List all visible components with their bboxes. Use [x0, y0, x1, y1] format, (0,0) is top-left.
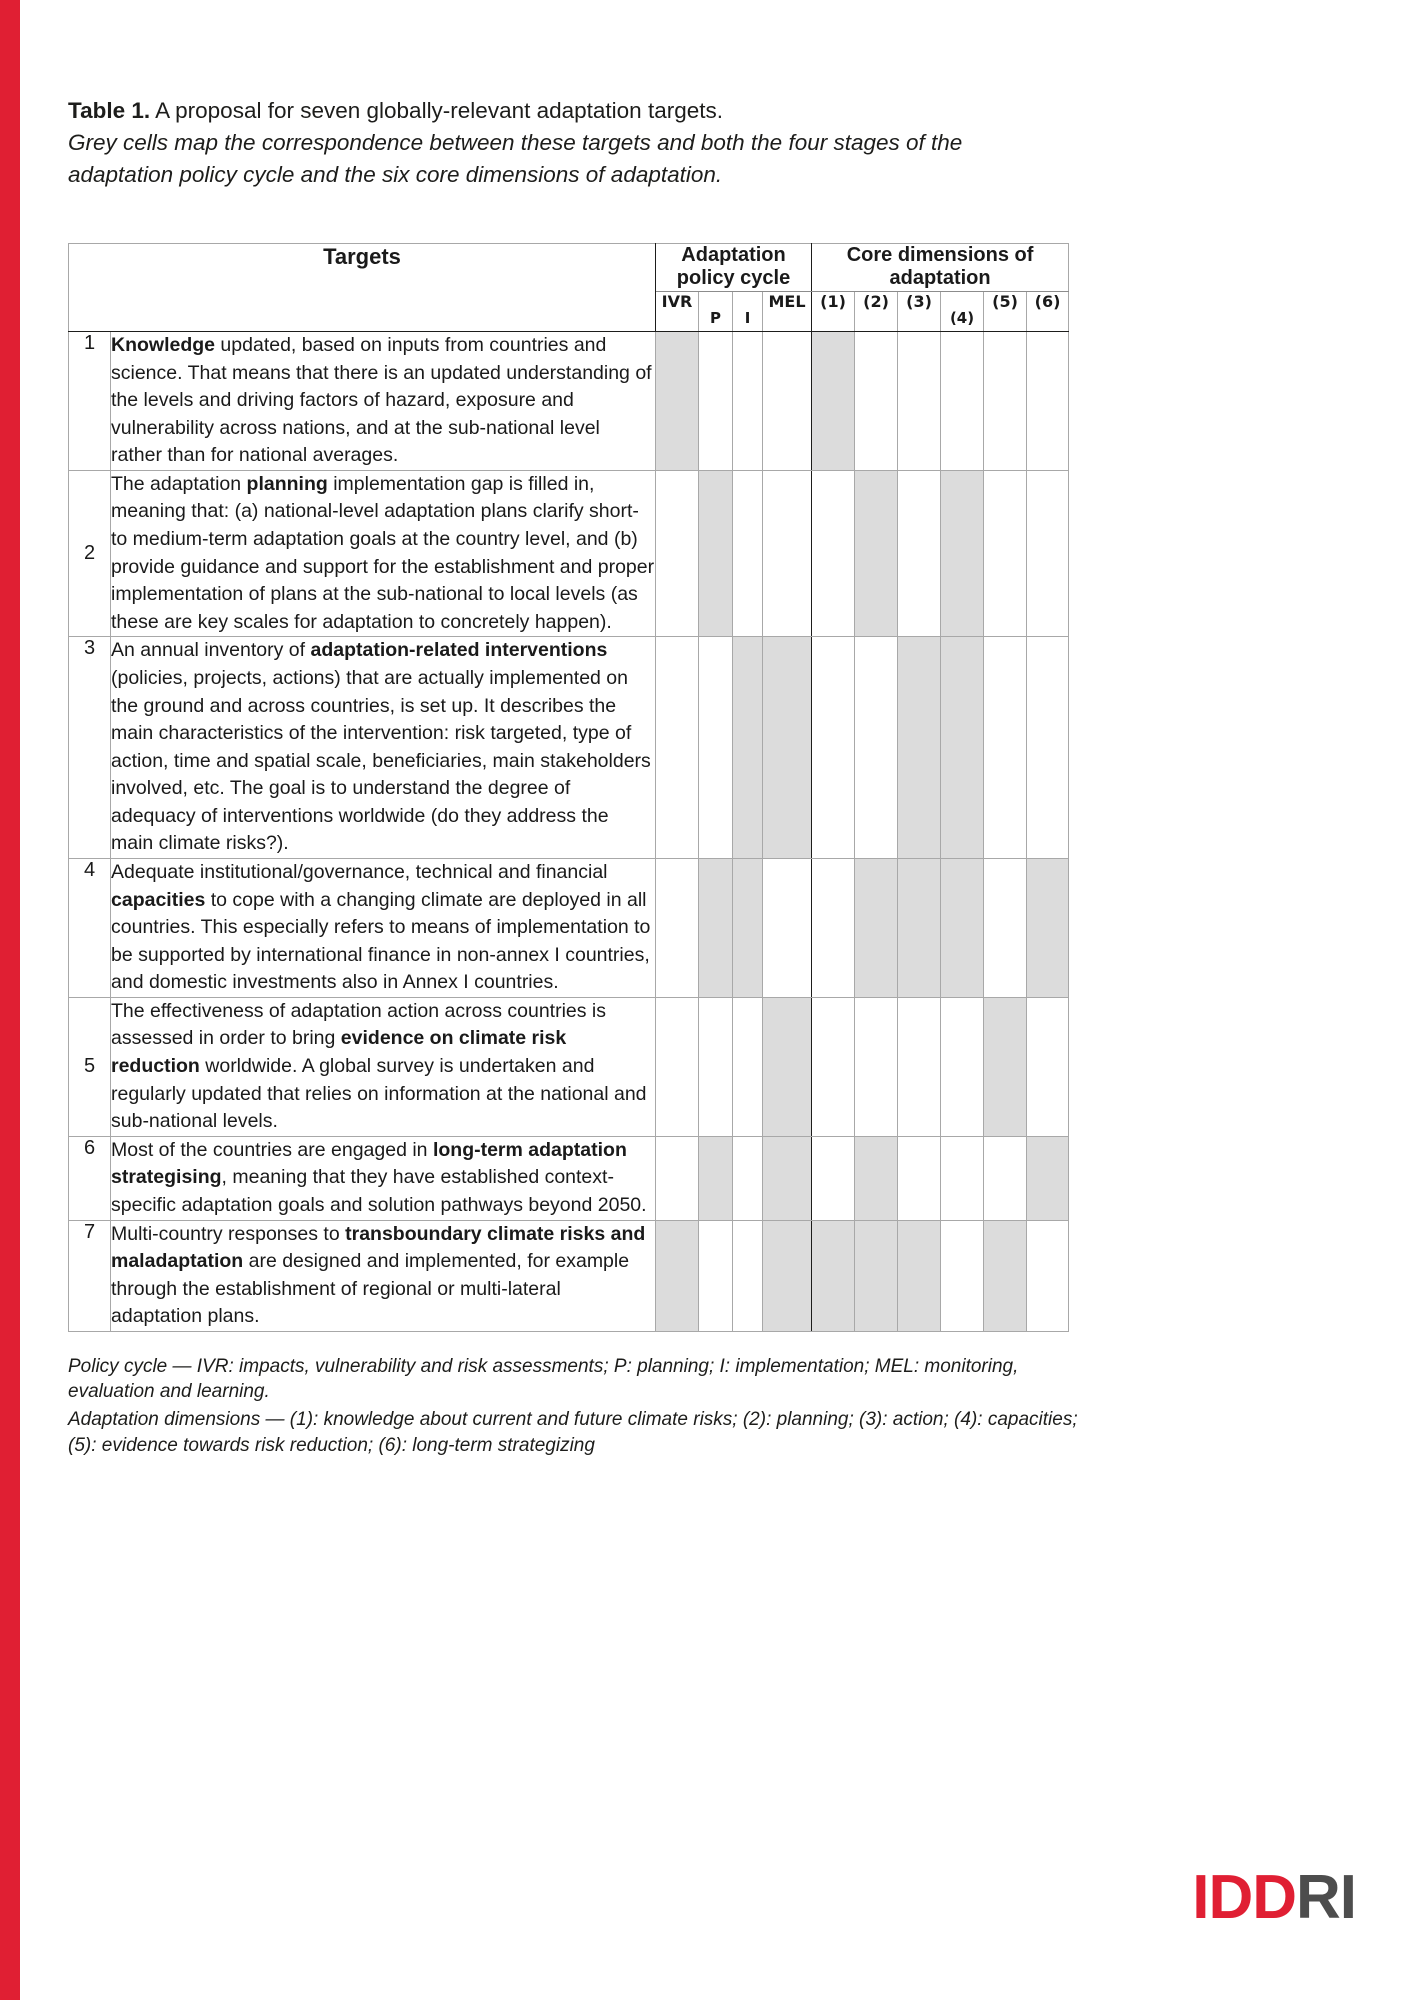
dimension-cell-6 [1027, 858, 1069, 997]
target-description: Knowledge updated, based on inputs from countries and science. That means that there is an updated understanding of the levels and driving factors of hazard, exposure and vulnerability across nations, and at the sub-national level rather than for national averages. [111, 332, 656, 471]
table-header-groups [69, 243, 1069, 291]
policy-cell-p [699, 470, 733, 636]
table-row [69, 997, 1069, 1136]
target-description: Multi-country responses to transboundary climate risks and maladaptation are designed and implemented, for example through the establishment of regional or multi-lateral adaptation plans. [111, 1220, 656, 1331]
target-description: The effectiveness of adaptation action across countries is assessed in order to bring evidence on climate risk reduction worldwide. A global survey is undertaken and regularly updated that relies on information at the national and sub-national levels. [111, 997, 656, 1136]
policy-cell-i [733, 470, 763, 636]
dimension-cell-3 [898, 858, 941, 997]
target-description: Most of the countries are engaged in long-term adaptation strategising, meaning that they have established context-specific adaptation goals and solution pathways beyond 2050. [111, 1136, 656, 1220]
logo-text-grey: RI [1296, 1863, 1356, 1932]
target-description: The adaptation planning implementation gap is filled in, meaning that: (a) national-level adaptation plans clarify short- to medium-term adaptation goals at the country level, and (b) provide guidance and support for the establishment and proper implementation of plans at the sub-national to local levels (as these are key scales for adaptation to concretely happen). [111, 470, 656, 636]
row-number: 7 [69, 1220, 111, 1331]
target-keyword: Knowledge [111, 334, 216, 356]
dimension-cell-1 [812, 637, 855, 859]
dimension-cell-5 [984, 1220, 1027, 1331]
dimension-cell-5 [984, 637, 1027, 859]
policy-cell-mel [763, 470, 812, 636]
policy-cell-p [699, 997, 733, 1136]
dimension-cell-6 [1027, 470, 1069, 636]
dimension-cell-5 [984, 997, 1027, 1136]
table-row [69, 470, 1069, 636]
dimension-cell-1 [812, 858, 855, 997]
dimension-cell-2 [855, 858, 898, 997]
dimension-cell-3 [898, 470, 941, 636]
dimension-cell-1 [812, 470, 855, 636]
policy-cell-i [733, 858, 763, 997]
subheader-dim-5: (5) [984, 292, 1027, 332]
iddri-logo [1192, 1862, 1356, 1933]
dimension-cell-3 [898, 637, 941, 859]
policy-cell-p [699, 332, 733, 471]
dimension-cell-2 [855, 1136, 898, 1220]
row-number: 2 [69, 470, 111, 636]
subheader-p: P [699, 292, 733, 332]
policy-cell-i [733, 332, 763, 471]
dimension-cell-2 [855, 1220, 898, 1331]
table-row [69, 1220, 1069, 1331]
caption-lead: Table 1. [68, 98, 151, 123]
subheader-mel: MEL [763, 292, 812, 332]
policy-cell-mel [763, 1136, 812, 1220]
dimension-cell-3 [898, 997, 941, 1136]
dimension-cell-1 [812, 1136, 855, 1220]
table-body [69, 332, 1069, 1332]
target-description: Adequate institutional/governance, technical and financial capacities to cope with a changing climate are deployed in all countries. This especially refers to means of implementation to be supported by international finance in non-annex I countries, and domestic investments also in Annex I countries. [111, 858, 656, 997]
policy-cell-ivr [656, 470, 699, 636]
dimension-cell-2 [855, 997, 898, 1136]
policy-cell-mel [763, 637, 812, 859]
footnote-policy-cycle: Policy cycle — IVR: impacts, vulnerability and risk assessments; P: planning; I: implementation; MEL: monitoring, evaluation and learning. [68, 1355, 1019, 1403]
policy-cell-i [733, 997, 763, 1136]
policy-cell-i [733, 1136, 763, 1220]
subheader-dim-2: (2) [855, 292, 898, 332]
target-description: An annual inventory of adaptation-related interventions (policies, projects, actions) that are actually implemented on the ground and across countries, is set up. It describes the main characteristics of the intervention: risk targeted, type of action, time and spatial scale, beneficiaries, main stakeholders involved, etc. The goal is to understand the degree of adequacy of interventions worldwide (do they address the main climate risks?). [111, 637, 656, 859]
left-accent-stripe [0, 0, 20, 2000]
dimension-cell-6 [1027, 637, 1069, 859]
policy-cell-p [699, 1220, 733, 1331]
dimension-cell-5 [984, 470, 1027, 636]
policy-cell-mel [763, 332, 812, 471]
subheader-dim-6: (6) [1027, 292, 1069, 332]
dimension-cell-6 [1027, 997, 1069, 1136]
table-footnotes [68, 1354, 1078, 1459]
policy-cell-p [699, 858, 733, 997]
dimension-cell-4 [941, 997, 984, 1136]
policy-cell-ivr [656, 637, 699, 859]
table-row [69, 332, 1069, 471]
table-row [69, 637, 1069, 859]
policy-cell-ivr [656, 858, 699, 997]
table-caption [68, 95, 1068, 191]
dimension-cell-6 [1027, 332, 1069, 471]
dimension-cell-5 [984, 1136, 1027, 1220]
policy-cell-ivr [656, 1136, 699, 1220]
policy-cell-mel [763, 1220, 812, 1331]
row-number: 3 [69, 637, 111, 859]
table-row [69, 858, 1069, 997]
policy-cell-p [699, 637, 733, 859]
header-policy-cycle: Adaptation policy cycle [656, 243, 812, 291]
dimension-cell-1 [812, 1220, 855, 1331]
row-number: 6 [69, 1136, 111, 1220]
footnote-adaptation-dimensions: Adaptation dimensions — (1): knowledge about current and future climate risks; (2): planning; (3): action; (4): capacities; (5): evidence towards risk reduction; (6): long-term strategizing [68, 1409, 1078, 1456]
target-keyword: long-term adaptation strategising [111, 1138, 627, 1189]
policy-cell-mel [763, 858, 812, 997]
subheader-dim-4: (4) [941, 292, 984, 332]
dimension-cell-4 [941, 637, 984, 859]
caption-title: A proposal for seven globally-relevant adaptation targets. [150, 98, 723, 123]
target-keyword: adaptation-related interventions [310, 639, 608, 662]
policy-cell-ivr [656, 332, 699, 471]
policy-cell-mel [763, 997, 812, 1136]
dimension-cell-2 [855, 637, 898, 859]
logo-text-red: IDD [1192, 1863, 1296, 1932]
policy-cell-i [733, 1220, 763, 1331]
subheader-dim-3: (3) [898, 292, 941, 332]
policy-cell-i [733, 637, 763, 859]
subheader-dim-1: (1) [812, 292, 855, 332]
target-keyword: evidence on climate risk reduction [111, 1027, 567, 1078]
dimension-cell-1 [812, 332, 855, 471]
policy-cell-ivr [656, 997, 699, 1136]
dimension-cell-3 [898, 1220, 941, 1331]
dimension-cell-4 [941, 470, 984, 636]
dimension-cell-4 [941, 1220, 984, 1331]
table-row [69, 1136, 1069, 1220]
header-targets: Targets [69, 243, 656, 331]
dimension-cell-6 [1027, 1220, 1069, 1331]
target-keyword: capacities [111, 888, 206, 911]
adaptation-targets-table [68, 243, 1069, 1332]
row-number: 4 [69, 858, 111, 997]
dimension-cell-3 [898, 332, 941, 471]
caption-subtitle: Grey cells map the correspondence between these targets and both the four stages of the adaptation policy cycle and the six core dimensions of adaptation. [68, 129, 963, 187]
target-keyword: planning [246, 472, 328, 495]
dimension-cell-3 [898, 1136, 941, 1220]
policy-cell-ivr [656, 1220, 699, 1331]
dimension-cell-4 [941, 332, 984, 471]
subheader-ivr: IVR [656, 292, 699, 332]
dimension-cell-4 [941, 858, 984, 997]
dimension-cell-4 [941, 1136, 984, 1220]
dimension-cell-2 [855, 332, 898, 471]
dimension-cell-5 [984, 332, 1027, 471]
target-keyword: transboundary climate risks and maladaptation [111, 1222, 646, 1273]
dimension-cell-2 [855, 470, 898, 636]
row-number: 1 [69, 332, 111, 471]
policy-cell-p [699, 1136, 733, 1220]
dimension-cell-6 [1027, 1136, 1069, 1220]
subheader-i: I [733, 292, 763, 332]
row-number: 5 [69, 997, 111, 1136]
header-core-dimensions: Core dimensions of adaptation [812, 243, 1069, 291]
page-content [68, 0, 1348, 1458]
dimension-cell-5 [984, 858, 1027, 997]
dimension-cell-1 [812, 997, 855, 1136]
